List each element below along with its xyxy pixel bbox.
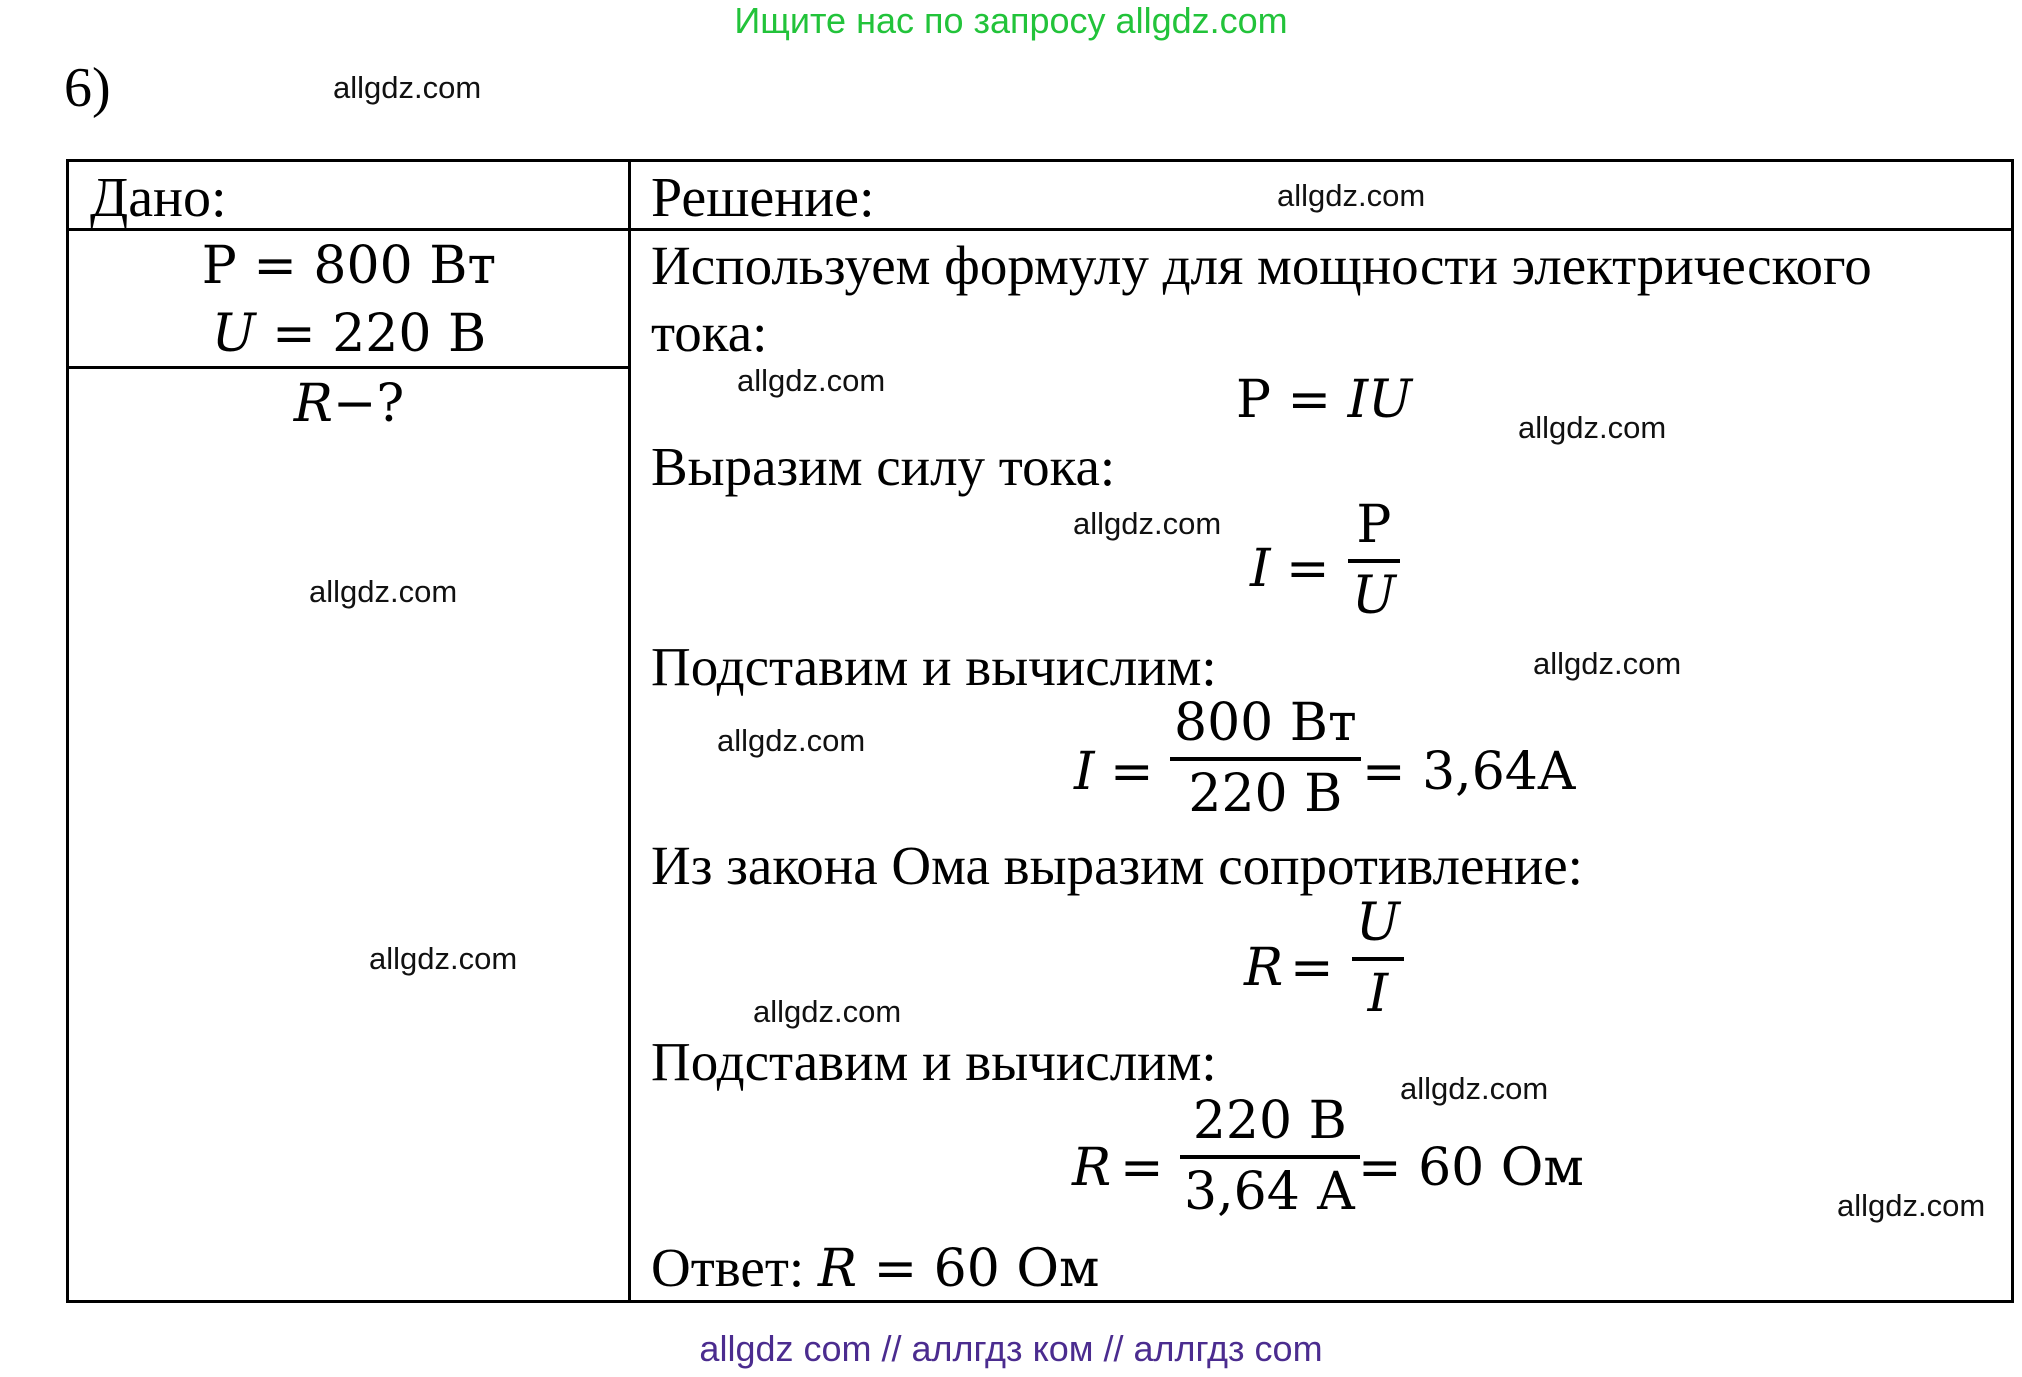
- watermark: allgdz.com: [1277, 178, 1426, 213]
- watermark: allgdz.com: [369, 941, 518, 976]
- resistance-fraction: [1352, 893, 1404, 1024]
- calc1-lhs: I: [1074, 742, 1095, 802]
- watermark: allgdz.com: [1533, 646, 1682, 681]
- given-voltage: [69, 304, 629, 364]
- current-lhs: I: [1250, 539, 1271, 599]
- answer-value: = 60 Ом: [857, 1239, 1100, 1299]
- power-formula-p: P =: [1236, 370, 1348, 430]
- given-power: P = 800 Вт: [201, 236, 497, 296]
- find-quantity: [69, 374, 629, 434]
- watermark: allgdz.com: [309, 574, 458, 609]
- answer-symbol: R: [817, 1239, 858, 1299]
- given-voltage-symbol: U: [211, 304, 256, 364]
- power-formula: [1236, 370, 1412, 430]
- answer-label: Ответ:: [651, 1237, 818, 1298]
- answer-line: [651, 1236, 1099, 1299]
- fraction-bar: [1348, 559, 1400, 563]
- intro-line-2: тока:: [651, 302, 768, 363]
- calc2-lhs: R: [1072, 1138, 1112, 1198]
- calc1-numerator: 800 Вт: [1174, 693, 1357, 753]
- resistance-numerator: U: [1356, 893, 1400, 953]
- bottom-banner: allgdz com // аллгдз ком // аллгдз com: [699, 1328, 1323, 1369]
- calc1-fraction: [1170, 693, 1361, 824]
- substitute-text-1: Подставим и вычислим:: [651, 636, 1217, 697]
- express-current-text: Выразим силу тока:: [651, 436, 1116, 497]
- fraction-bar: [1180, 1155, 1360, 1159]
- resistance-equals: =: [1290, 938, 1334, 998]
- calc1-result: = 3,64A: [1362, 742, 1576, 802]
- fraction-bar: [1352, 957, 1404, 961]
- given-divider: [66, 366, 630, 369]
- find-mark: −?: [332, 374, 405, 434]
- calc2-equals: =: [1120, 1138, 1164, 1198]
- substitute-text-2: Подставим и вычислим:: [651, 1031, 1217, 1092]
- solution-header: Решение:: [651, 167, 875, 229]
- power-formula-iu: IU: [1347, 370, 1412, 430]
- given-header: Дано:: [90, 167, 227, 229]
- watermark: allgdz.com: [1837, 1188, 1986, 1223]
- calc1-equals: =: [1110, 742, 1154, 802]
- calc2-numerator: 220 В: [1192, 1091, 1347, 1151]
- problem-number: 6): [64, 57, 111, 119]
- resistance-denominator: I: [1367, 963, 1389, 1024]
- intro-line-1: Используем формулу для мощности электрического: [651, 235, 1872, 296]
- current-equals: =: [1286, 539, 1330, 599]
- calc2-denominator: 3,64 А: [1184, 1161, 1356, 1222]
- watermark: allgdz.com: [1400, 1071, 1549, 1106]
- watermark: allgdz.com: [1518, 410, 1667, 445]
- header-divider: [66, 228, 2014, 231]
- watermark: allgdz.com: [753, 994, 902, 1029]
- top-banner: Ищите нас по запросу allgdz.com: [734, 0, 1288, 41]
- watermark: allgdz.com: [737, 363, 886, 398]
- given-voltage-value: = 220 В: [255, 304, 487, 364]
- ohm-law-text: Из закона Ома выразим сопротивление:: [651, 835, 1583, 896]
- watermark: allgdz.com: [1073, 506, 1222, 541]
- current-denominator: U: [1352, 565, 1396, 626]
- calc1-denominator: 220 В: [1188, 763, 1343, 824]
- calc2-fraction: [1180, 1091, 1360, 1222]
- calc2-result: = 60 Ом: [1358, 1138, 1584, 1198]
- current-numerator: P: [1356, 495, 1392, 555]
- resistance-lhs: R: [1244, 938, 1284, 998]
- watermark: allgdz.com: [333, 70, 482, 105]
- watermark: allgdz.com: [717, 723, 866, 758]
- find-symbol: R: [293, 374, 333, 434]
- current-fraction: [1348, 495, 1400, 626]
- fraction-bar: [1170, 757, 1361, 761]
